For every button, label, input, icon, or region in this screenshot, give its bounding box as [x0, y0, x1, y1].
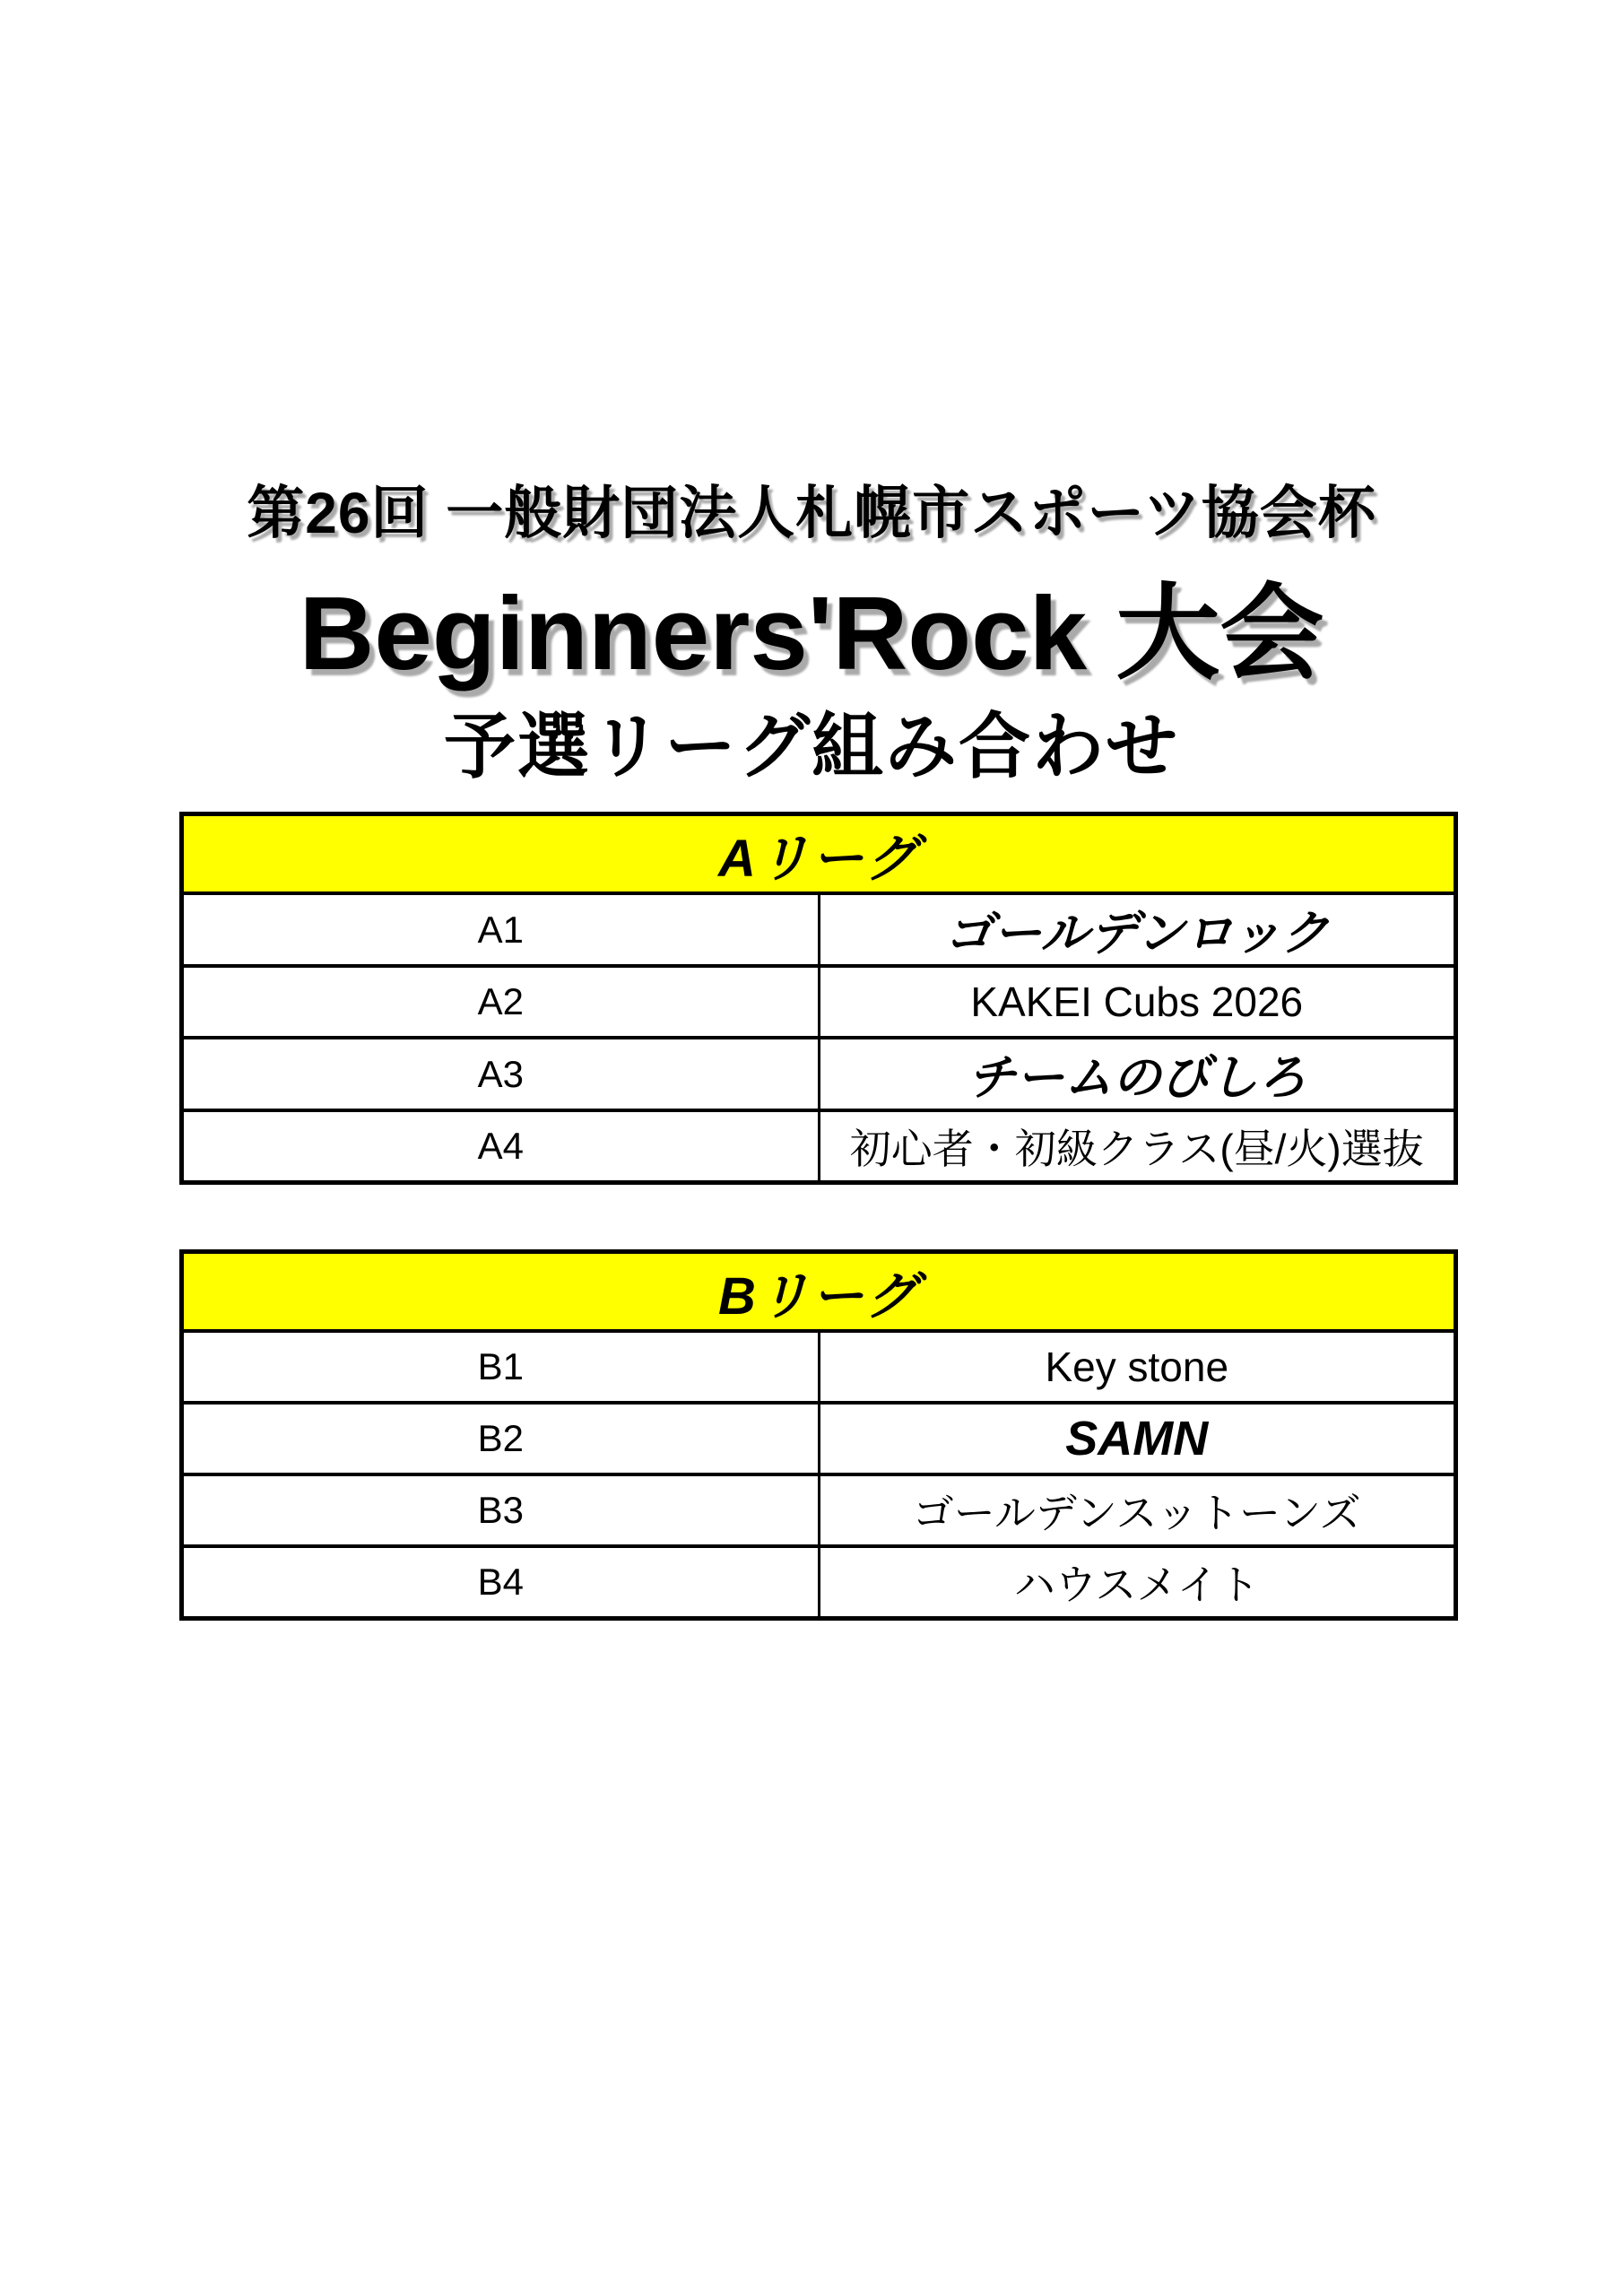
team-name-b2: SAMN: [819, 1403, 1456, 1474]
slot-id-a4: A4: [182, 1110, 820, 1183]
table-row: [182, 1110, 1456, 1183]
slot-id-b1: B1: [182, 1331, 820, 1403]
table-row: [182, 1331, 1456, 1403]
table-row: [182, 1546, 1456, 1619]
slot-id-a1: A1: [182, 893, 820, 966]
page-subtitle: 予選リーグ組み合わせ: [444, 707, 1179, 787]
tournament-name-title: Beginners'Rock 大会: [299, 575, 1324, 691]
team-name-b1: Key stone: [819, 1331, 1456, 1403]
tournament-title-line: 第26回 一般財団法人札幌市スポーツ協会杯: [247, 481, 1376, 545]
league-table-a: [179, 812, 1458, 1185]
table-row: [182, 1038, 1456, 1110]
team-name-a4: 初心者・初級クラス(昼/火)選抜: [819, 1110, 1456, 1183]
team-name-a3: チームのびしろ: [819, 1038, 1456, 1110]
table-row: [182, 966, 1456, 1038]
team-name-a2: KAKEI Cubs 2026: [819, 966, 1456, 1038]
league-table-b: [179, 1249, 1458, 1621]
league-header-a: Aリーグ: [182, 814, 1456, 894]
slot-id-a2: A2: [182, 966, 820, 1038]
table-row: [182, 893, 1456, 966]
slot-id-b2: B2: [182, 1403, 820, 1474]
league-header-b: Bリーグ: [182, 1252, 1456, 1332]
team-name-a1: ゴールデンロック: [819, 893, 1456, 966]
league-header-row: [182, 1252, 1456, 1332]
table-row: [182, 1474, 1456, 1546]
slot-id-b3: B3: [182, 1474, 820, 1546]
slot-id-a3: A3: [182, 1038, 820, 1110]
table-row: [182, 1403, 1456, 1474]
team-name-b4: ハウスメイト: [819, 1546, 1456, 1619]
league-header-row: [182, 814, 1456, 894]
team-name-b3: ゴールデンスットーンズ: [819, 1474, 1456, 1546]
slot-id-b4: B4: [182, 1546, 820, 1619]
